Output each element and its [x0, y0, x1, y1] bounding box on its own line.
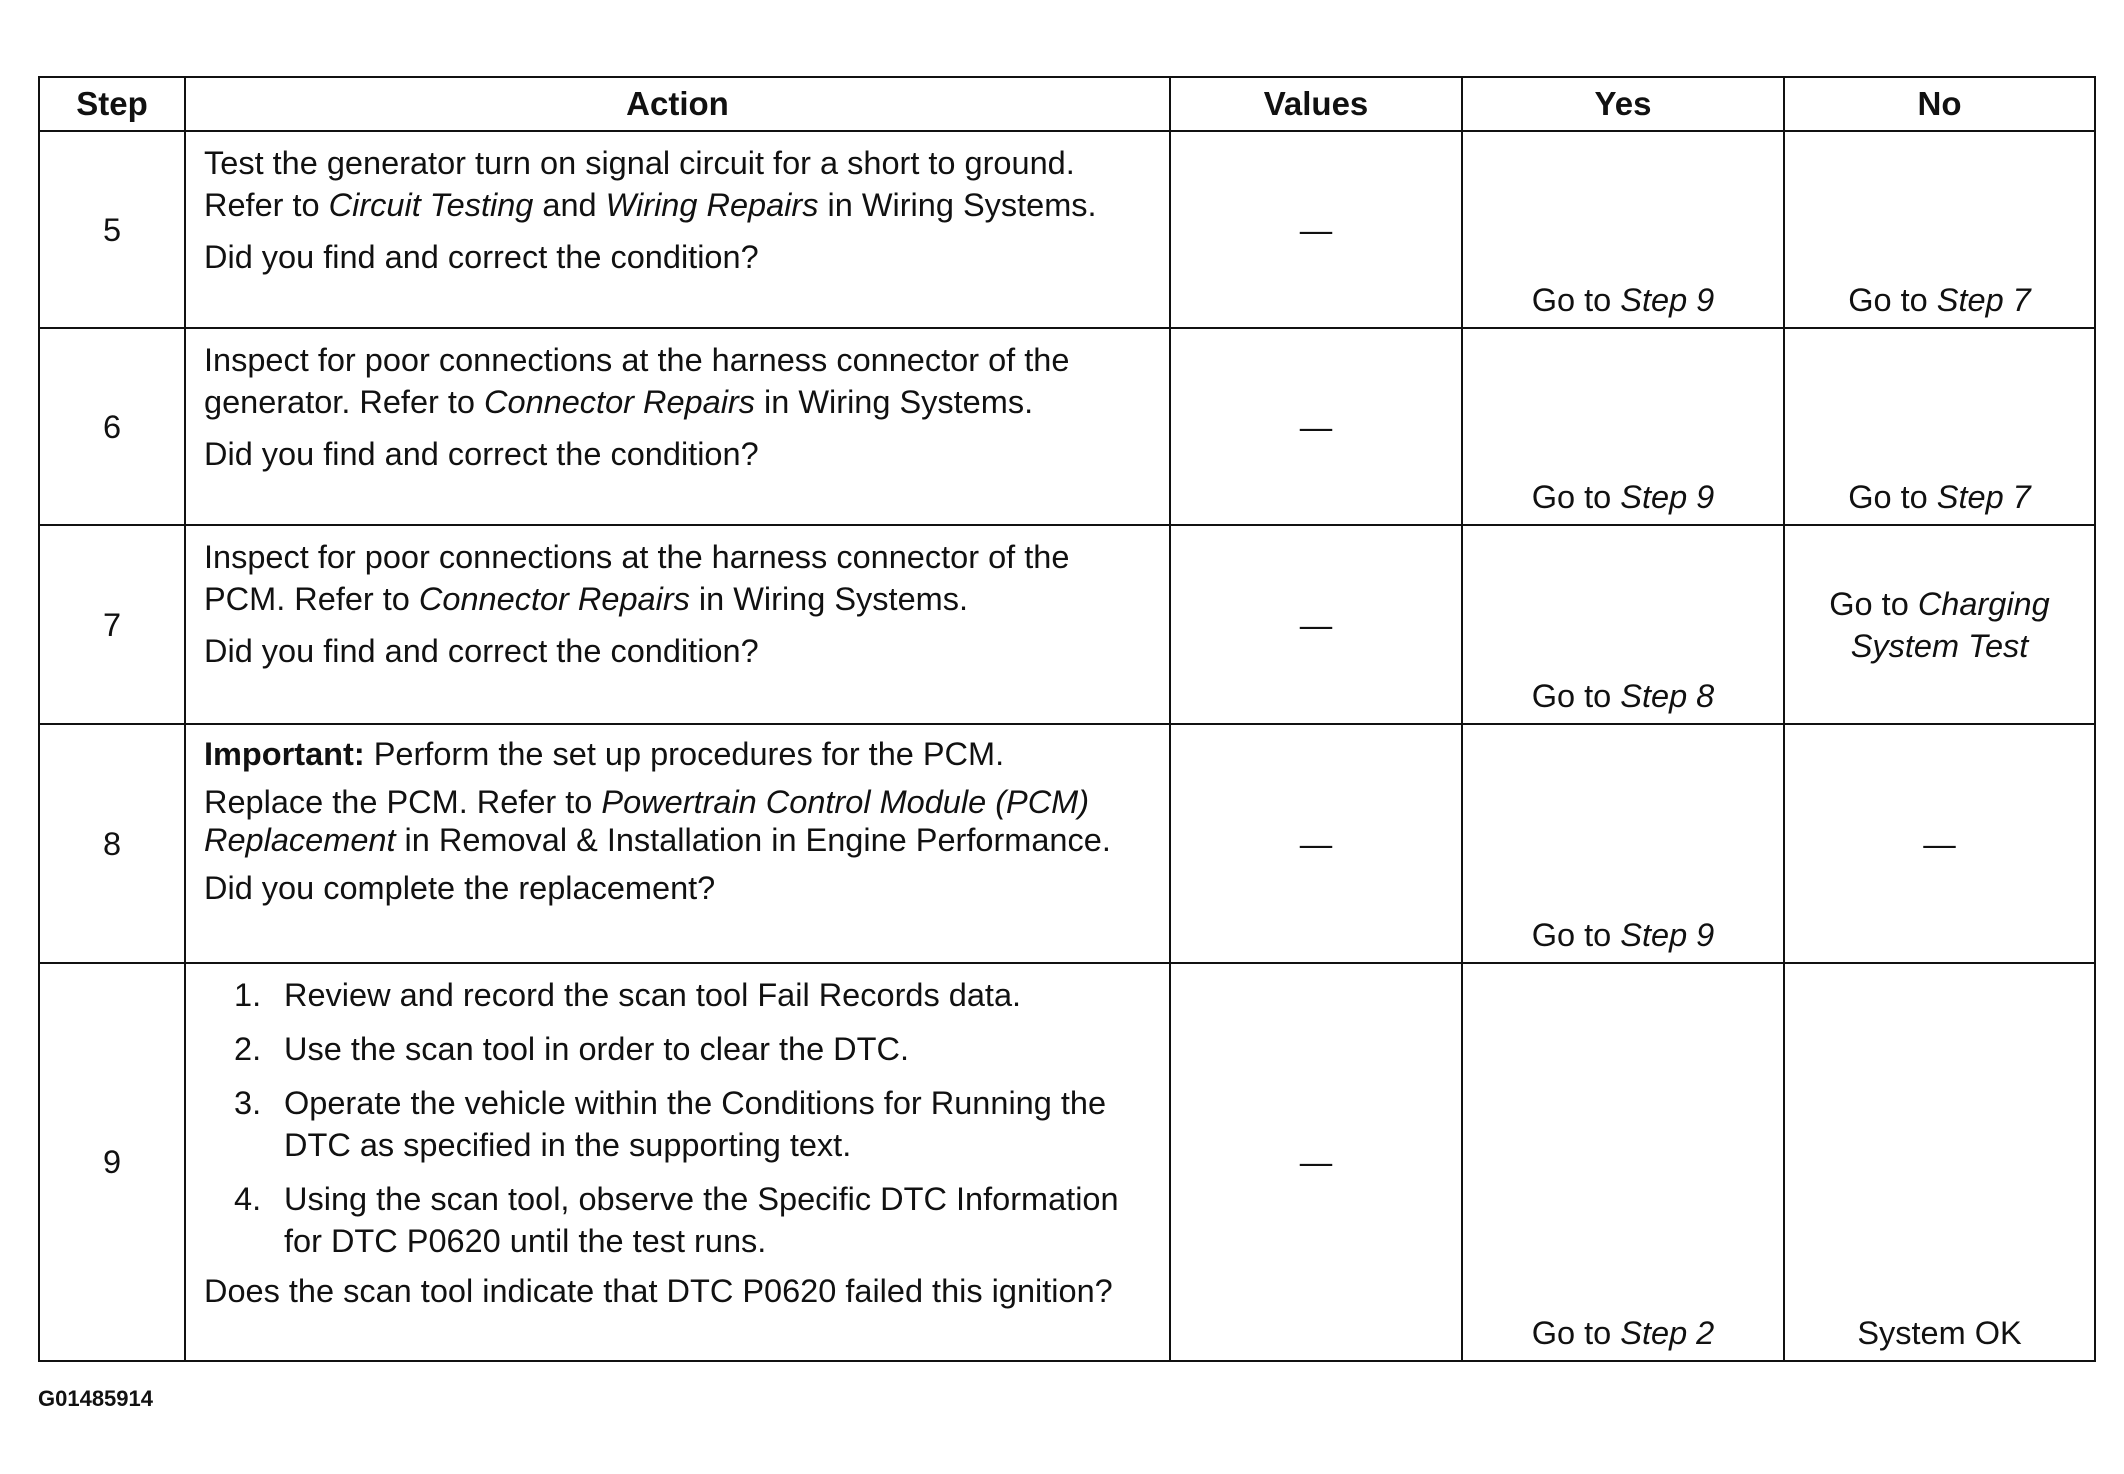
step-number: 7: [39, 525, 185, 724]
table-row: [39, 328, 2095, 525]
no-cell: System OK: [1784, 963, 2095, 1361]
action-question: Did you complete the replacement?: [204, 870, 716, 906]
action-question: Does the scan tool indicate that DTC P0620 failed this ignition?: [204, 1273, 1113, 1309]
action-cell: [185, 328, 1170, 525]
header-yes: Yes: [1462, 77, 1784, 131]
figure-id: G01485914: [38, 1386, 153, 1411]
list-item: 2. Use the scan tool in order to clear the DTC.: [234, 1031, 910, 1067]
header-no: No: [1784, 77, 2095, 131]
yes-cell: Go to Step 9: [1462, 724, 1784, 963]
no-cell: Go to Charging System Test: [1784, 525, 2095, 724]
values-cell: —: [1170, 328, 1462, 525]
values-cell: —: [1170, 525, 1462, 724]
values-cell: —: [1170, 724, 1462, 963]
step-number: 8: [39, 724, 185, 963]
table-row: [39, 131, 2095, 328]
step-number: 5: [39, 131, 185, 328]
action-text: Inspect for poor connections at the harness connector of the generator. Refer to Connector Repairs in Wiring Systems.: [204, 342, 1070, 420]
yes-cell: Go to Step 2: [1462, 963, 1784, 1361]
no-cell: Go to Step 7: [1784, 328, 2095, 525]
table-row: [39, 724, 2095, 963]
action-question: Did you find and correct the condition?: [204, 239, 759, 275]
list-item: 1. Review and record the scan tool Fail Records data.: [234, 977, 1022, 1013]
header-step: Step: [39, 77, 185, 131]
action-question: Did you find and correct the condition?: [204, 436, 759, 472]
step-number: 6: [39, 328, 185, 525]
important-note: Important: Perform the set up procedures for the PCM.: [204, 736, 1005, 772]
header-row: [39, 77, 2095, 131]
table-row: [39, 525, 2095, 724]
action-text: Replace the PCM. Refer to Powertrain Control Module (PCM) Replacement in Removal & Installation in Engine Performance.: [204, 784, 1111, 858]
yes-cell: Go to Step 9: [1462, 131, 1784, 328]
list-item: 3. Operate the vehicle within the Conditions for Running the DTC as specified in the supporting text.: [234, 1085, 1107, 1163]
action-cell: [185, 724, 1170, 963]
diagnostic-table: [38, 76, 2096, 1362]
procedure-list: [204, 974, 1157, 1262]
action-cell: [185, 525, 1170, 724]
values-cell: —: [1170, 131, 1462, 328]
action-cell: [185, 963, 1170, 1361]
step-number: 9: [39, 963, 185, 1361]
no-cell: —: [1784, 724, 2095, 963]
table-row: [39, 963, 2095, 1361]
no-cell: Go to Step 7: [1784, 131, 2095, 328]
list-item: 4. Using the scan tool, observe the Specific DTC Information for DTC P0620 until the test runs.: [234, 1181, 1119, 1259]
header-values: Values: [1170, 77, 1462, 131]
yes-cell: Go to Step 8: [1462, 525, 1784, 724]
action-cell: [185, 131, 1170, 328]
values-cell: —: [1170, 963, 1462, 1361]
action-text: Inspect for poor connections at the harness connector of the PCM. Refer to Connector Repairs in Wiring Systems.: [204, 539, 1070, 617]
action-question: Did you find and correct the condition?: [204, 633, 759, 669]
action-text: Test the generator turn on signal circuit for a short to ground. Refer to Circuit Testing and Wiring Repairs in Wiring Systems.: [204, 145, 1097, 223]
yes-cell: Go to Step 9: [1462, 328, 1784, 525]
header-action: Action: [185, 77, 1170, 131]
